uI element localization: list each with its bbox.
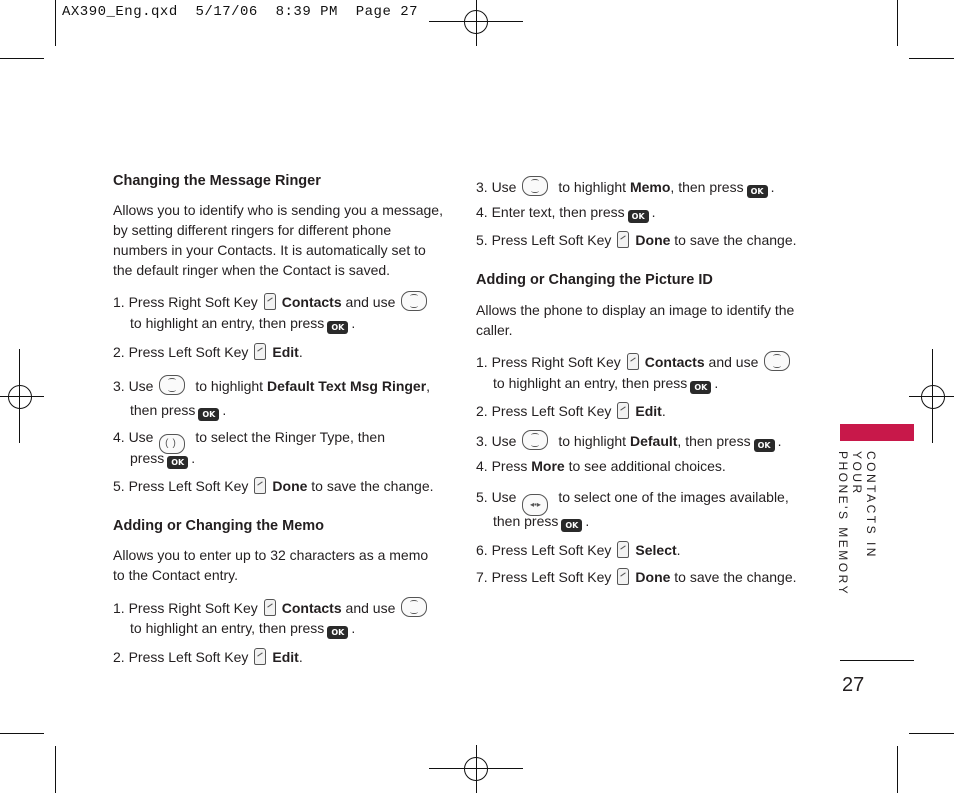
intro-text: Allows you to identify who is sending you a message, by setting different ringers for different phone numbers in your Contacts. It is automatically set to the default ringer when the Contact is saved. [113,202,443,278]
left-soft-key-icon [617,568,629,585]
step-text: to highlight [558,433,627,449]
crop-mark [0,733,44,734]
step-bold: Edit [272,649,299,665]
step [476,176,774,198]
left-soft-key-icon [254,648,266,665]
page-number-rule [840,660,914,661]
step [113,343,303,360]
intro-text: Allows you to enter up to 32 characters as a memo to the Contact entry. [113,547,429,583]
registration-line [476,0,477,46]
step [476,351,796,371]
nav-key-updown-icon [764,351,790,371]
ok-key-icon: OK [690,381,711,394]
step-text: . [222,402,227,418]
nav-key-updown-icon [522,176,548,196]
step-text: , [426,378,431,394]
nav-key-leftright-icon: () [159,434,185,454]
step-text: . [777,433,782,449]
step-text: to see additional choices. [568,458,726,474]
step [476,568,797,585]
step-text: press [130,450,165,466]
left-soft-key-icon [254,477,266,494]
registration-line [0,396,44,397]
step-bold: Edit [272,344,299,360]
step [476,430,781,452]
crop-mark [897,746,898,793]
step [476,204,656,223]
ok-key-icon: OK [754,439,775,452]
step-bold: Done [635,232,671,248]
step [476,231,797,248]
step-text: 3. Use [113,378,154,394]
step [113,402,226,421]
step-bold: More [531,458,565,474]
step-text: to highlight an entry, then press [130,620,325,636]
step-text: 5. Press Left Soft Key [476,232,612,248]
ok-key-icon: OK [628,210,649,223]
step-text: . [661,403,666,419]
step [113,620,355,639]
section-heading-wrap [476,270,806,290]
step [476,402,666,419]
crop-mark [0,58,44,59]
nav-key-updown-icon [401,291,427,311]
registration-mark [921,385,945,409]
step-bold: Default Text Msg Ringer [266,378,427,394]
nav-key-updown-icon [159,375,185,395]
print-slug: AX390_Eng.qxd 5/17/06 8:39 PM Page 27 [62,4,419,20]
step-text: . [651,204,656,220]
right-soft-key-icon [627,353,639,370]
step-text: to save the change. [674,569,797,585]
registration-line [932,349,933,443]
step-text: 6. Press Left Soft Key [476,542,612,558]
ok-key-icon: OK [198,408,219,421]
step-text: 5. Press Left Soft Key [113,478,249,494]
right-soft-key-icon [264,599,276,616]
step-text: to save the change. [674,232,797,248]
step-text: 3. Use [476,179,517,195]
step-bold: Contacts [644,354,705,370]
step [113,450,195,469]
step-text: . [298,344,303,360]
crop-mark [897,0,898,46]
crop-mark [55,746,56,793]
step [476,541,681,558]
step-bold: Contacts [281,294,342,310]
section-tab-bar [840,424,914,441]
ok-key-icon: OK [747,185,768,198]
step [476,458,726,474]
step-text: 2. Press Left Soft Key [476,403,612,419]
step-text: . [676,542,681,558]
step-text: and use [345,600,396,616]
intro-text: Allows the phone to display an image to identify the caller. [476,302,795,338]
step-text: and use [708,354,759,370]
step-text: to select the Ringer Type, then [195,429,385,445]
step [476,513,589,532]
step-text: , then press [677,433,751,449]
left-soft-key-icon [617,402,629,419]
right-soft-key-icon [264,293,276,310]
step-text: to highlight an entry, then press [493,375,688,391]
step-text: . [770,179,775,195]
section-heading-wrap [113,516,443,536]
step-text: 1. Press Right Soft Key [476,354,621,370]
crop-mark [909,58,954,59]
section-heading: Changing the Message Ringer [113,173,321,189]
section-heading: Adding or Changing the Picture ID [476,272,713,288]
step [113,315,355,334]
step-text: to highlight [558,179,627,195]
step-text: to save the change. [311,478,434,494]
crop-mark [909,733,954,734]
left-column [113,171,443,191]
step-text: . [714,375,719,391]
tab-label-line: CONTACTS IN YOUR [850,451,878,559]
step-text: to highlight [195,378,264,394]
step-bold: Default [629,433,678,449]
step-text: 2. Press Left Soft Key [113,649,249,665]
step-text: 1. Press Right Soft Key [113,294,258,310]
ok-key-icon: OK [561,519,582,532]
nav-key-updown-icon [522,430,548,450]
registration-line [476,745,477,793]
tab-label-line: PHONE'S MEMORY [836,451,850,597]
section-heading: Adding or Changing the Memo [113,518,325,534]
left-soft-key-icon [617,541,629,558]
step [476,489,789,516]
step-text: , then press [670,179,744,195]
section-intro [113,200,443,280]
ok-key-icon: OK [167,456,188,469]
ok-key-icon: OK [327,321,348,334]
page-number: 27 [842,674,865,696]
section-intro [476,300,806,340]
step-text: then press [493,513,559,529]
step-bold: Select [635,542,677,558]
step-text: 4. Enter text, then press [476,204,625,220]
section-tab-label [836,451,878,601]
step [476,375,718,394]
nav-key-updown-icon [401,597,427,617]
step-text: . [191,450,196,466]
nav-key-4way-icon: ◂▪▸ [522,494,548,516]
section-intro [113,545,443,585]
step-text: to select one of the images available, [558,489,789,505]
step [113,648,303,665]
left-soft-key-icon [617,231,629,248]
step-text: and use [345,294,396,310]
step-text: 1. Press Right Soft Key [113,600,258,616]
step [113,291,433,311]
step-text: 7. Press Left Soft Key [476,569,612,585]
step-bold: Memo [629,179,671,195]
step-bold: Done [635,569,671,585]
registration-line [19,349,20,443]
step-text: 3. Use [476,433,517,449]
step-text: 4. Use [113,429,154,445]
step-text: 4. Press [476,458,528,474]
crop-mark [55,0,56,46]
registration-mark [8,385,32,409]
step [113,477,434,494]
step-text: . [351,315,356,331]
step-text: . [298,649,303,665]
step-text: then press [130,402,196,418]
step-bold: Done [272,478,308,494]
step-bold: Edit [635,403,662,419]
step [113,597,433,617]
step-text: 2. Press Left Soft Key [113,344,249,360]
step [113,375,430,395]
step-text: . [585,513,590,529]
ok-key-icon: OK [327,626,348,639]
step-text: to highlight an entry, then press [130,315,325,331]
step-bold: Contacts [281,600,342,616]
step-text: . [351,620,356,636]
left-soft-key-icon [254,343,266,360]
step-text: 5. Use [476,489,517,505]
